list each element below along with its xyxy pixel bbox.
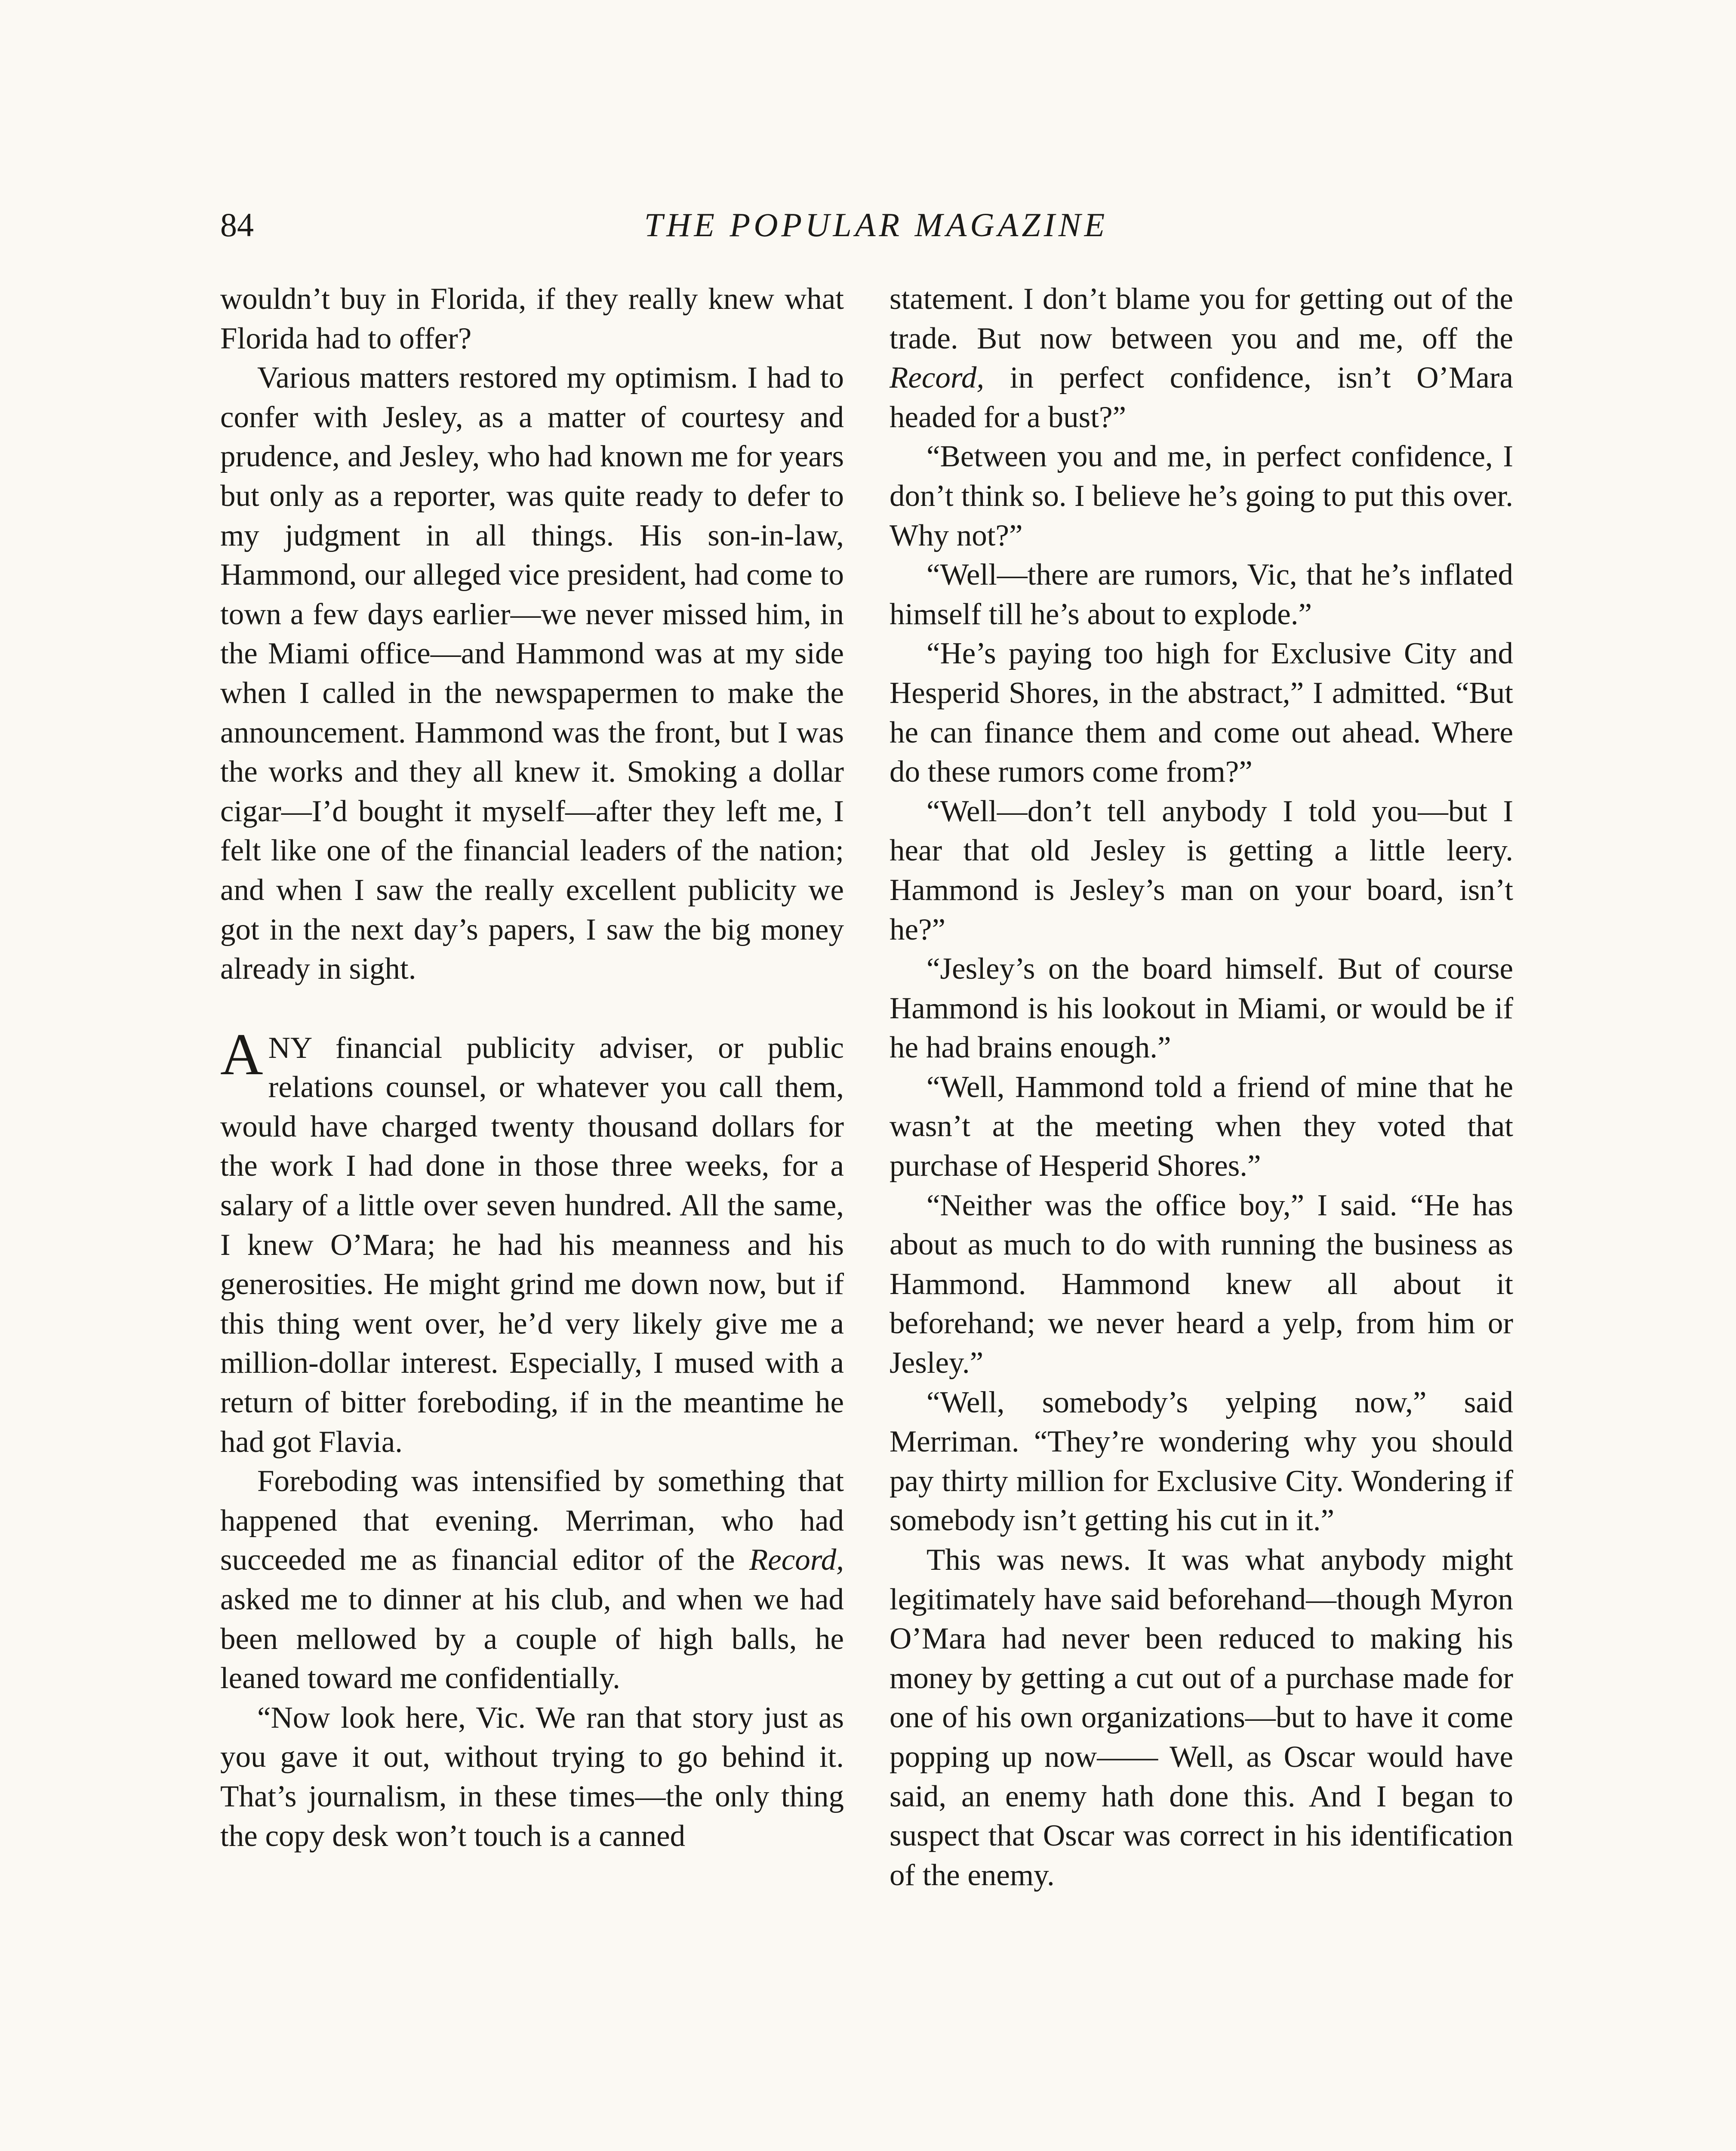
- paragraph: [220, 1462, 844, 1698]
- left-column: [220, 280, 844, 1856]
- paragraph: wouldn’t buy in Florida, if they really knew what Florida had to offer?: [220, 282, 844, 355]
- paragraph: Various matters restored my optimism. I had to confer with Jesley, as a matter of courtesy and prudence, and Jesley, who had known me for years but only as a reporter, was quite ready to defer to my judgment in all things. His son-in-law, Hammond, our alleged vice president, had come to town a few days earlier—we never missed him, in the Miami office—and Hammond was at my side when I called in the newspapermen to make the announcement. Hammond was the front, but I was the works and they all knew it. Smoking a dollar cigar—I’d bought it myself—after they left me, I felt like one of the financial leaders of the nation; and when I saw the really excellent publicity we got in the next day’s papers, I saw the big money already in sight.: [220, 361, 844, 986]
- paragraph-text: statement. I don’t blame you for getting out of the trade. But now between you and me, off the: [890, 282, 1513, 355]
- paragraph: “Now look here, Vic. We ran that story just as you gave it out, without trying to go behind it. That’s journalism, in these times—the only thing the copy desk won’t touch is a canned: [220, 1701, 844, 1853]
- paragraph: “Well—don’t tell anybody I told you—but I hear that old Jesley is getting a little leery. Hammond is Jesley’s man on your board, isn’t he?”: [890, 794, 1513, 946]
- page-number: 84: [220, 206, 254, 243]
- paragraph-text: Foreboding was intensified by something that happened that evening. Merriman, who had succeeded me as financial editor of the: [220, 1464, 844, 1577]
- section-paragraph: [220, 1021, 844, 1462]
- paragraph: This was news. It was what anybody might legitimately have said beforehand—though Myron O’Mara had never been reduced to making his money by getting a cut out of a purchase made for one of his own organizations—but to have it come popping up now—— Well, as Oscar would have said, an enemy hath done this. And I began to suspect that Oscar was correct in his identification of the enemy.: [890, 1543, 1513, 1892]
- paragraph: “Jesley’s on the board himself. But of course Hammond is his lookout in Miami, or would be if he had brains enough.”: [890, 952, 1513, 1065]
- italic-title: Record,: [890, 361, 985, 395]
- paragraph-text: asked me to dinner at his club, and when we had been mellowed by a couple of high balls, he leaned toward me confidentially.: [220, 1583, 844, 1695]
- paragraph-text: in perfect confidence, isn’t O’Mara headed for a bust?”: [890, 361, 1513, 434]
- paragraph: “Neither was the office boy,” I said. “He has about as much to do with running the business as Hammond. Hammond knew all about it beforehand; we never heard a yelp, from him or Jesley.”: [890, 1188, 1513, 1380]
- page-header: [220, 201, 1532, 253]
- paragraph: “Well, somebody’s yelping now,” said Merriman. “They’re wondering why you should pay thirty million for Exclusive City. Wondering if somebody isn’t getting his cut in it.”: [890, 1385, 1513, 1538]
- paragraph: [890, 280, 1513, 437]
- right-column: [890, 280, 1513, 1895]
- italic-title: Record,: [749, 1543, 844, 1577]
- paragraph: “Well—there are rumors, Vic, that he’s inflated himself till he’s about to explode.”: [890, 558, 1513, 631]
- magazine-title: THE POPULAR MAGAZINE: [644, 206, 1108, 243]
- drop-cap: A: [220, 1021, 263, 1087]
- paragraph-text: NY financial publicity adviser, or public relations counsel, or whatever you call them, would have charged twenty thousand dollars for the work I had done in those three weeks, for a salary of a little over seven hundred. All the same, I knew O’Mara; he had his meanness and his generosities. He might grind me down now, but if this thing went over, he’d very likely give me a million-dollar interest. Especially, I mused with a return of bitter foreboding, if in the meantime he had got Flavia.: [220, 1031, 844, 1459]
- paragraph: “He’s paying too high for Exclusive City and Hesperid Shores, in the abstract,” I admitted. “But he can finance them and come out ahead. Where do these rumors come from?”: [890, 637, 1513, 789]
- paragraph: “Between you and me, in perfect confidence, I don’t think so. I believe he’s going to put this over. Why not?”: [890, 440, 1513, 552]
- paragraph: “Well, Hammond told a friend of mine that he wasn’t at the meeting when they voted that purchase of Hesperid Shores.”: [890, 1070, 1513, 1183]
